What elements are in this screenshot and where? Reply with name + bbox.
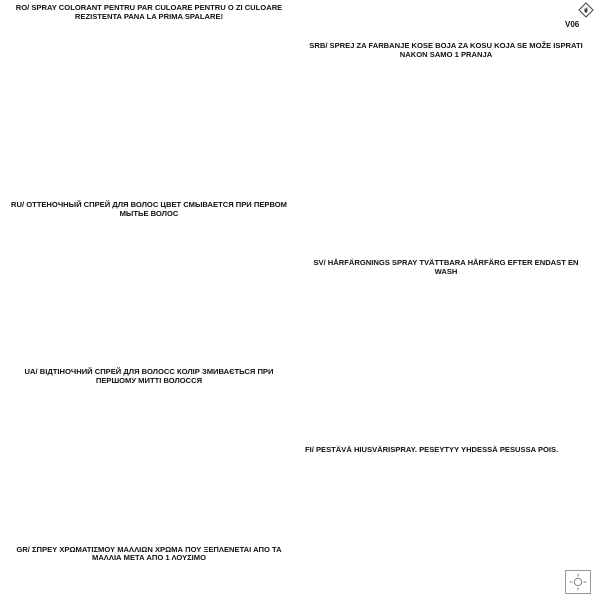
sun-warning-icon <box>565 570 591 594</box>
section-fi <box>305 446 587 455</box>
section-ua <box>8 368 290 385</box>
right-column <box>305 4 587 596</box>
section-title: SRB/ SPREJ ZA FARBANJE KOSE BOJA ZA KOSU KOJA SE MOŽE ISPRATI NAKON SAMO 1 PRANJA <box>309 41 583 59</box>
section-title: GR/ ΣΠΡΕΥ ΧΡΩΜΑΤΙΣΜΟΥ ΜΑΛΛΙΩΝ ΧΡΩΜΑ ΠΟΥ ΞΕΠΛΕΝΕΤΑΙ ΑΠΟ ΤΑ ΜΑΛΛΙΑ ΜΕΤΑ ΑΠΟ 1 ΛΟΥΣΙΜΟ <box>16 544 282 563</box>
section-srb <box>305 42 587 59</box>
flammable-hazard-icon <box>578 2 594 18</box>
section-title: RO/ SPRAY COLORANT PENTRU PAR CULOARE PENTRU O ZI CULOARE REZISTENTA PANA LA PRIMA SPALARE! <box>15 4 283 21</box>
section-ro <box>8 4 290 21</box>
section-title: UA/ ВІДТІНОЧНИЙ СПРЕЙ ДЛЯ ВОЛОСС КОЛІР ЗМИВАЄТЬСЯ ПРИ ПЕРШОМУ МИТТІ ВОЛОССЯ <box>24 367 274 385</box>
left-column <box>8 4 290 596</box>
section-title: FI/ PESTÄVÄ HIUSVÄRISPRAY. PESEYTYY YHDESSÄ PESUSSA POIS. <box>305 445 559 455</box>
section-title: SV/ HÅRFÄRGNINGS SPRAY TVÄTTBARA HÅRFÄRG EFTER ENDAST EN WASH <box>313 258 579 276</box>
section-gr <box>8 546 290 563</box>
section-ru <box>8 201 290 218</box>
section-title: RU/ ОТТЕНОЧНЫЙ СПРЕЙ ДЛЯ ВОЛОС ЦВЕТ СМЫВАЕТСЯ ПРИ ПЕРВОМ МЫТЬЕ ВОЛОС <box>11 200 287 218</box>
section-sv <box>305 259 587 276</box>
page-code: V06 <box>565 20 580 29</box>
